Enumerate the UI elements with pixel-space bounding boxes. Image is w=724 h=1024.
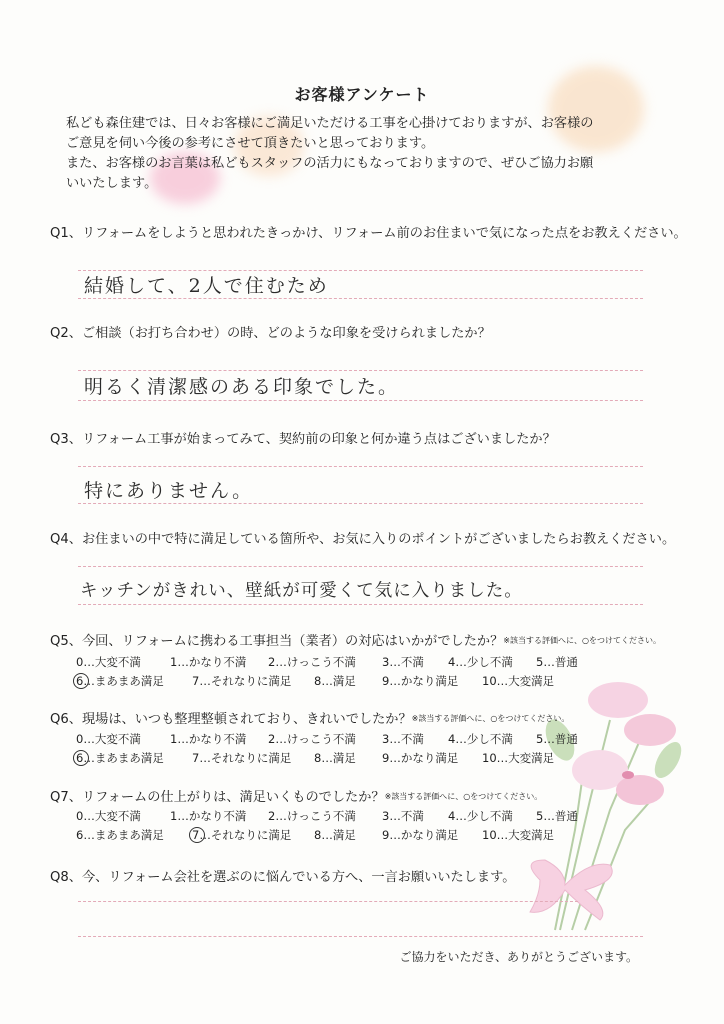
selected-circle-mark [189, 827, 205, 843]
answer-1[interactable]: 結婚して、2人で住むため [84, 275, 329, 297]
rating-option-number: 8 [314, 828, 322, 842]
rating-option[interactable] [76, 750, 164, 766]
rating-option[interactable] [536, 808, 578, 824]
rating-option[interactable] [170, 731, 246, 747]
question-7 [50, 786, 542, 805]
rating-option-number: 8 [314, 751, 322, 765]
rating-option-label: …それなりに満足 [199, 828, 292, 842]
rating-option-label: …大変満足 [496, 751, 555, 765]
rating-option-number: 10 [482, 828, 497, 842]
rating-option[interactable] [192, 673, 291, 689]
question-5 [50, 630, 661, 649]
rating-option[interactable] [382, 654, 424, 670]
answer-line [78, 503, 643, 504]
answer-4[interactable]: キッチンがきれい、壁紙が可愛くて気に入りました。 [80, 581, 523, 601]
question-5-note: ※該当する評価へに、○をつけてください。 [503, 636, 661, 645]
intro-line: いいたします。 [66, 176, 158, 191]
rating-option-number: 5 [536, 655, 544, 669]
question-7-note: ※該当する評価へに、○をつけてください。 [384, 792, 543, 801]
rating-option-label: …かなり満足 [389, 751, 459, 765]
answer-line [78, 604, 643, 605]
rating-option-label: …かなり満足 [389, 674, 459, 688]
question-5-text: Q5、今回、リフォームに携わる工事担当（業者）の対応はいかがでしたか？ [50, 634, 504, 649]
rating-option-label: …けっこう不満 [275, 809, 356, 823]
rating-option[interactable] [314, 673, 356, 689]
answer-3[interactable]: 特にありません。 [84, 480, 254, 502]
answer-line [78, 298, 643, 299]
question-8: Q8、今、リフォーム会社を選ぶのに悩んでいる方へ、一言お願いいたします。 [50, 870, 516, 885]
rating-option-label: …大変不満 [83, 732, 141, 746]
rating-option-number: 9 [382, 751, 390, 765]
question-3: Q3、リフォーム工事が始まってみて、契約前の印象と何か違う点はございましたか？ [50, 432, 556, 447]
rating-option-label: …それなりに満足 [199, 751, 292, 765]
rating-option-label: …かなり満足 [389, 828, 459, 842]
intro-line: また、お客様のお言葉は私どもスタッフの活力にもなっておりますので、ぜひご協力お願 [66, 156, 594, 171]
question-6 [50, 708, 569, 727]
intro-paragraph [66, 114, 666, 194]
rating-option[interactable] [314, 827, 356, 843]
rating-option[interactable] [170, 808, 246, 824]
rating-option[interactable] [268, 808, 356, 824]
rating-option-number: 1 [170, 809, 178, 823]
rating-option-label: …普通 [543, 809, 578, 823]
question-1: Q1、リフォームをしようと思われたきっかけ、リフォーム前のお住まいで気になった点をお教えください。 [50, 226, 687, 241]
answer-line [78, 400, 643, 401]
rating-option-number: 6 [76, 751, 83, 765]
rating-option[interactable] [192, 750, 291, 766]
rating-option[interactable] [382, 808, 424, 824]
rating-option[interactable] [448, 654, 513, 670]
rating-option-label: …不満 [389, 809, 424, 823]
rating-option-number: 9 [382, 828, 390, 842]
answer-2[interactable]: 明るく清潔感のある印象でした。 [84, 376, 400, 398]
rating-option-label: …かなり不満 [177, 732, 247, 746]
rating-option[interactable] [192, 827, 291, 843]
rating-option-number: 7 [192, 751, 200, 765]
rating-option-number: 3 [382, 655, 390, 669]
answer-line [78, 901, 578, 902]
rating-option-number: 6 [76, 828, 84, 842]
question-6-text: Q6、現場は、いつも整理整頓されており、きれいでしたか？ [50, 712, 412, 727]
rating-option-label: …満足 [321, 674, 356, 688]
question-7-text: Q7、リフォームの仕上がりは、満足いくものでしたか？ [50, 790, 385, 805]
rating-option-label: …少し不満 [455, 732, 513, 746]
rating-option-number: 0 [76, 655, 84, 669]
rating-option-number: 10 [482, 751, 497, 765]
rating-option-label: …大変満足 [496, 674, 555, 688]
rating-option-label: …けっこう不満 [275, 732, 356, 746]
rating-option-number: 2 [268, 655, 276, 669]
survey-title: お客様アンケート [294, 85, 430, 104]
rating-option[interactable] [382, 673, 458, 689]
rating-option-number: 4 [448, 655, 456, 669]
rating-option-number: 5 [536, 809, 544, 823]
rating-option-number: 0 [76, 732, 84, 746]
rating-option-label: …普通 [543, 732, 578, 746]
answer-line [78, 466, 643, 467]
rating-option-label: …大変不満 [83, 655, 141, 669]
rating-option-label: …満足 [321, 828, 356, 842]
answer-line [78, 936, 643, 937]
rating-option-number: 4 [448, 809, 456, 823]
rating-option[interactable] [482, 673, 554, 689]
rating-option-label: …大変不満 [83, 809, 141, 823]
rating-option-label: …かなり不満 [177, 655, 247, 669]
rating-option[interactable] [448, 731, 513, 747]
rating-option-label: …不満 [389, 655, 424, 669]
intro-line: 私ども森住建では、日々お客様にご満足いただける工事を心掛けておりますが、お客様の [66, 116, 594, 131]
footer-thanks: ご協力をいただき、ありがとうございます。 [399, 950, 638, 964]
rating-option[interactable] [268, 654, 356, 670]
rating-option-number: 0 [76, 809, 84, 823]
rating-option-number: 1 [170, 655, 178, 669]
answer-line [78, 566, 643, 567]
selected-circle-mark [73, 750, 89, 766]
question-4: Q4、お住まいの中で特に満足している箇所や、お気に入りのポイントがございましたらお教えください。 [50, 532, 676, 547]
rating-option[interactable] [76, 731, 141, 747]
rating-option-label: …満足 [321, 751, 356, 765]
rating-option-label: …少し不満 [455, 655, 513, 669]
question-2: Q2、ご相談（お打ち合わせ）の時、どのような印象を受けられましたか？ [50, 326, 491, 341]
rating-option[interactable] [76, 673, 164, 689]
rating-option-label: …まあまあ満足 [83, 674, 164, 688]
rating-option-label: …まあまあ満足 [83, 751, 164, 765]
rating-option[interactable] [76, 827, 164, 843]
rating-option-number: 4 [448, 732, 456, 746]
rating-option[interactable] [382, 827, 458, 843]
rating-option-number: 2 [268, 732, 276, 746]
rating-option[interactable] [536, 731, 578, 747]
rating-option[interactable] [482, 750, 554, 766]
rating-option-number: 7 [192, 828, 199, 842]
rating-option[interactable] [76, 654, 141, 670]
rating-option-number: 10 [482, 674, 497, 688]
rating-option[interactable] [536, 654, 578, 670]
rating-option-label: …かなり不満 [177, 809, 247, 823]
rating-option[interactable] [268, 731, 356, 747]
question-6-note: ※該当する評価へに、○をつけてください。 [411, 714, 570, 723]
rating-option-label: …それなりに満足 [199, 674, 292, 688]
rating-option-label: …少し不満 [455, 809, 513, 823]
rating-option-label: …まあまあ満足 [83, 828, 164, 842]
rating-option[interactable] [170, 654, 246, 670]
rating-option[interactable] [482, 827, 554, 843]
rating-option-label: …普通 [543, 655, 578, 669]
intro-line: ご意見を伺い今後の参考にさせて頂きたいと思っております。 [66, 136, 435, 151]
rating-option-number: 3 [382, 732, 390, 746]
rating-option-number: 2 [268, 809, 276, 823]
rating-option-number: 9 [382, 674, 390, 688]
rating-option-number: 8 [314, 674, 322, 688]
rating-option[interactable] [382, 750, 458, 766]
rating-option-number: 1 [170, 732, 178, 746]
answer-line [78, 370, 643, 371]
selected-circle-mark [73, 673, 89, 689]
rating-option-number: 7 [192, 674, 200, 688]
rating-option[interactable] [314, 750, 356, 766]
rating-option-label: …大変満足 [496, 828, 555, 842]
rating-option-number: 5 [536, 732, 544, 746]
rating-option-label: …けっこう不満 [275, 655, 356, 669]
rating-option[interactable] [448, 808, 513, 824]
rating-option[interactable] [76, 808, 141, 824]
rating-option[interactable] [382, 731, 424, 747]
rating-option-label: …不満 [389, 732, 424, 746]
rating-option-number: 3 [382, 809, 390, 823]
rating-option-number: 6 [76, 674, 83, 688]
